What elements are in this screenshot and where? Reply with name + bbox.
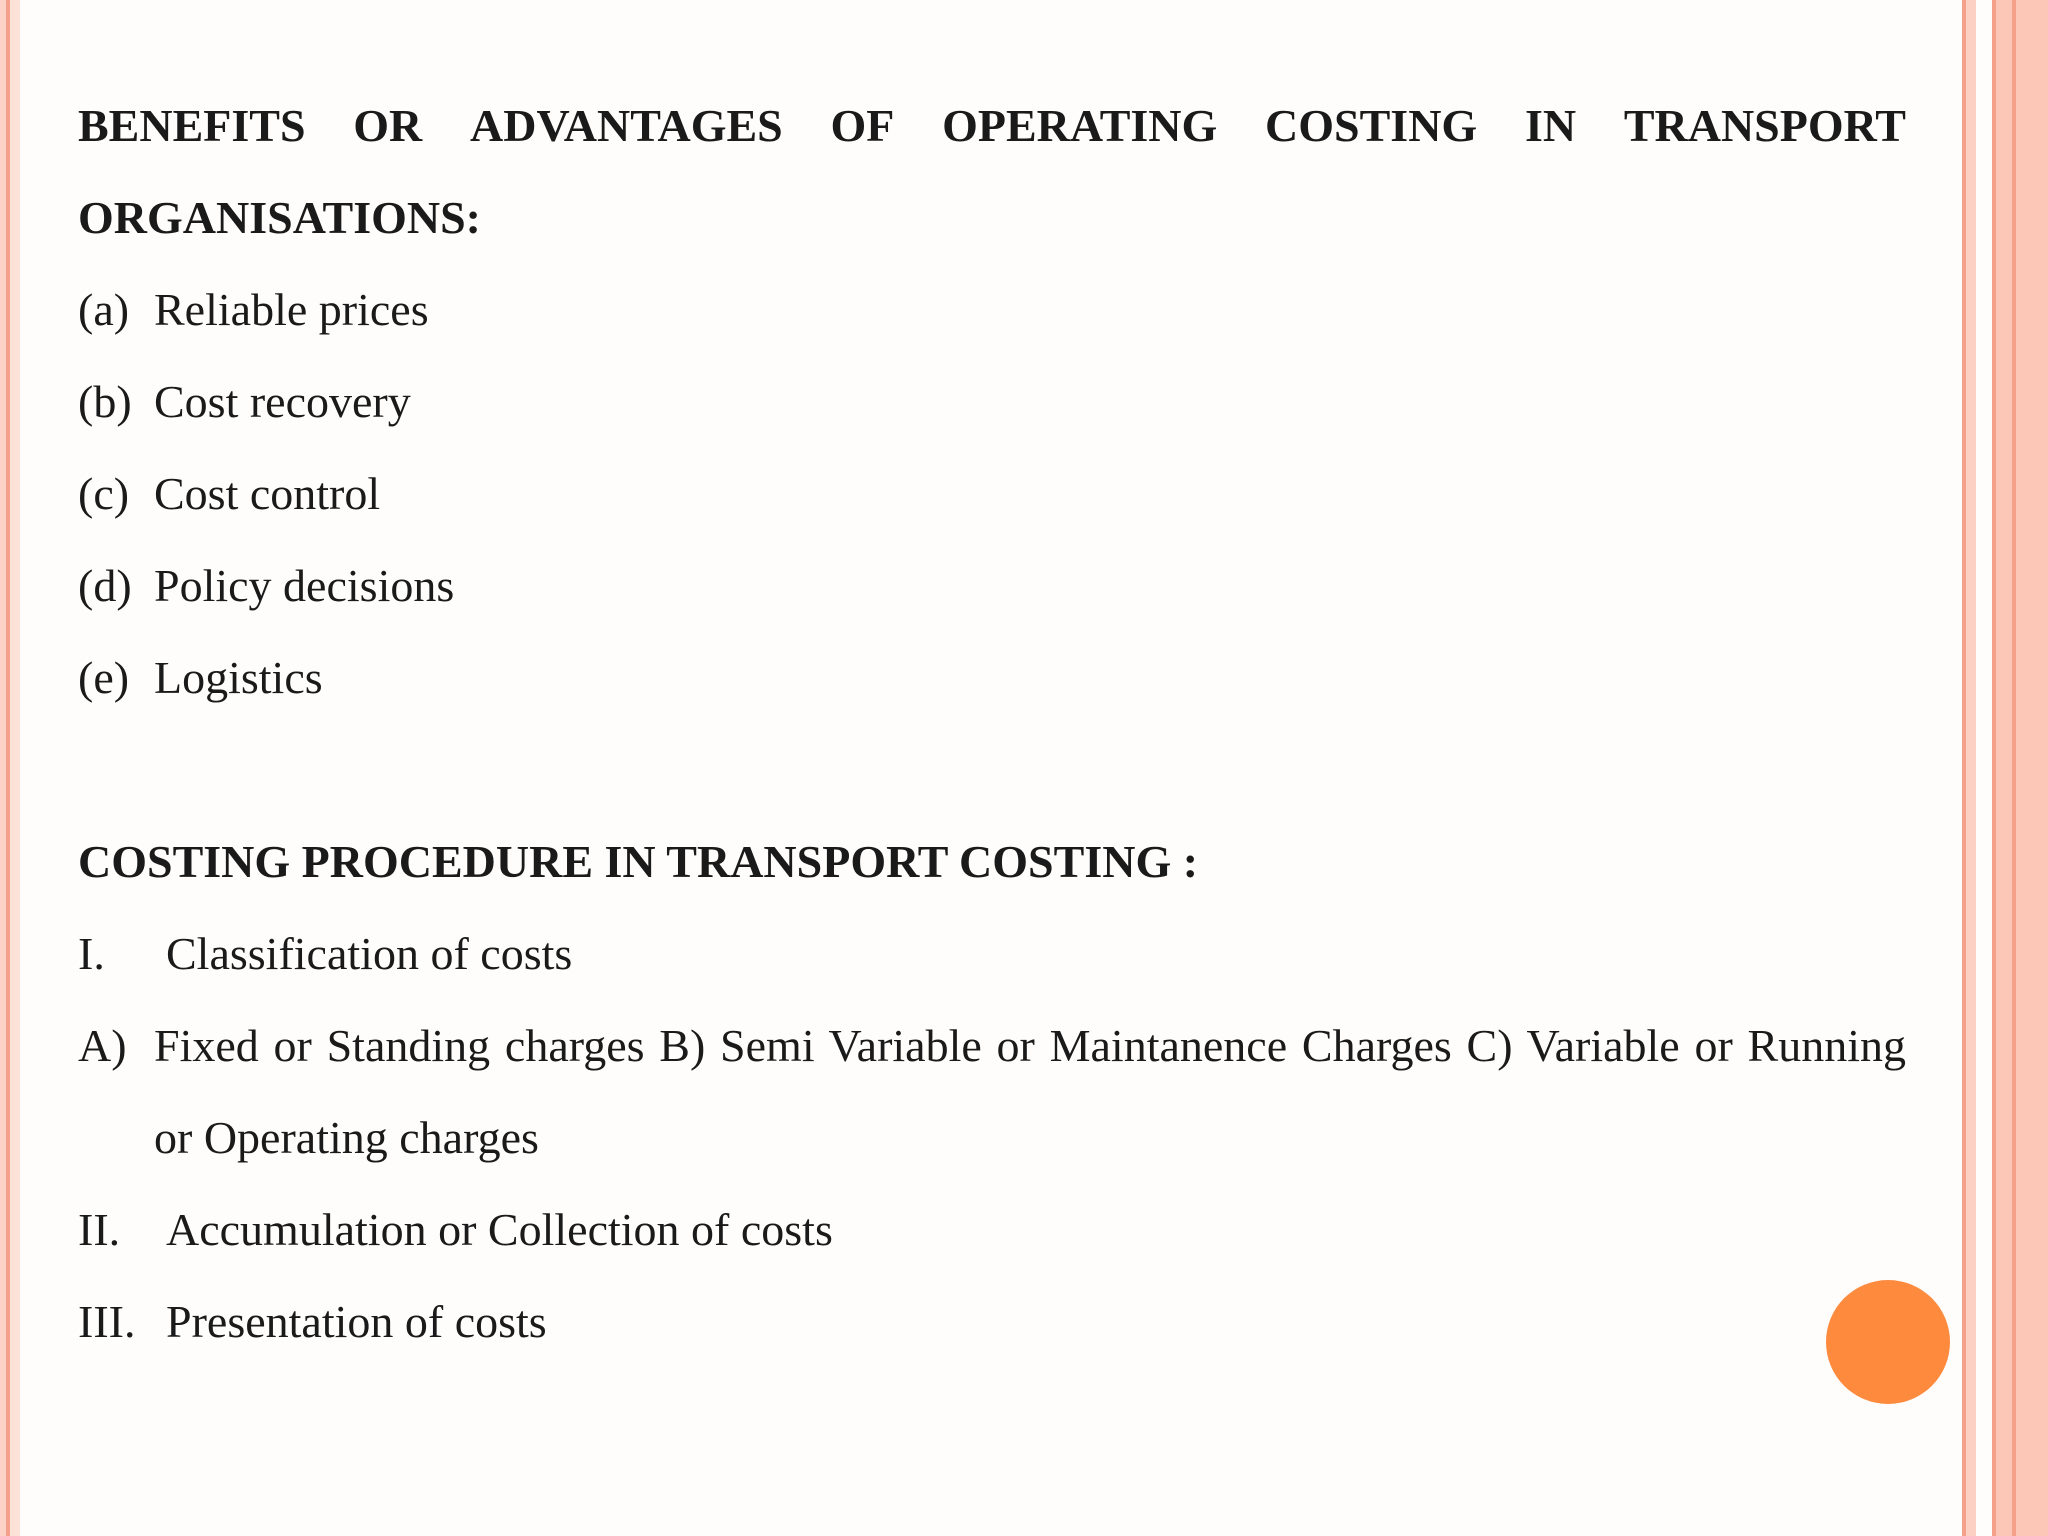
list-marker: (a) [78, 284, 130, 335]
list-item [78, 356, 1906, 448]
heading-word: IN [1524, 100, 1577, 151]
list-text: Reliable prices [154, 284, 429, 335]
list-marker: (e) [78, 652, 130, 703]
right-decorative-border [1962, 0, 2048, 1536]
list-item [78, 632, 1906, 724]
list-item [78, 1000, 1906, 1184]
list-text: Presentation of costs [166, 1296, 547, 1347]
list-text: Fixed or Standing charges B) Semi Variable or Maintanence Charges C) Variable or Running or Operating charges [154, 1020, 1906, 1163]
heading-word: BENEFITS [78, 100, 306, 151]
list-item [78, 1184, 1906, 1276]
benefits-heading-line2: ORGANISATIONS: [78, 192, 481, 243]
heading-word: OF [830, 100, 895, 151]
list-item [78, 264, 1906, 356]
list-text: Cost recovery [154, 376, 411, 427]
left-decorative-border [0, 0, 24, 1536]
list-item [78, 448, 1906, 540]
heading-word: OPERATING [942, 100, 1218, 151]
list-text: Accumulation or Collection of costs [166, 1204, 833, 1255]
list-item [78, 540, 1906, 632]
list-marker: III. [78, 1296, 136, 1347]
list-marker: A) [78, 1020, 127, 1071]
list-text: Policy decisions [154, 560, 455, 611]
orange-circle-decoration [1826, 1280, 1950, 1404]
procedure-heading: COSTING PROCEDURE IN TRANSPORT COSTING : [78, 836, 1199, 887]
heading-word: OR [353, 100, 423, 151]
list-text: Classification of costs [166, 928, 573, 979]
list-marker: (c) [78, 468, 130, 519]
heading-word: ADVANTAGES [470, 100, 783, 151]
heading-word: TRANSPORT [1623, 100, 1906, 151]
list-text: Logistics [154, 652, 323, 703]
list-marker: (b) [78, 376, 132, 427]
list-marker: (d) [78, 560, 132, 611]
list-marker: I. [78, 928, 105, 979]
list-item [78, 1276, 1906, 1368]
slide-content [78, 80, 1906, 1368]
section-spacer [78, 724, 1906, 816]
benefits-heading-line1 [78, 80, 1906, 172]
heading-word: COSTING [1265, 100, 1478, 151]
list-item [78, 908, 1906, 1000]
list-text: Cost control [154, 468, 381, 519]
list-marker: II. [78, 1204, 121, 1255]
